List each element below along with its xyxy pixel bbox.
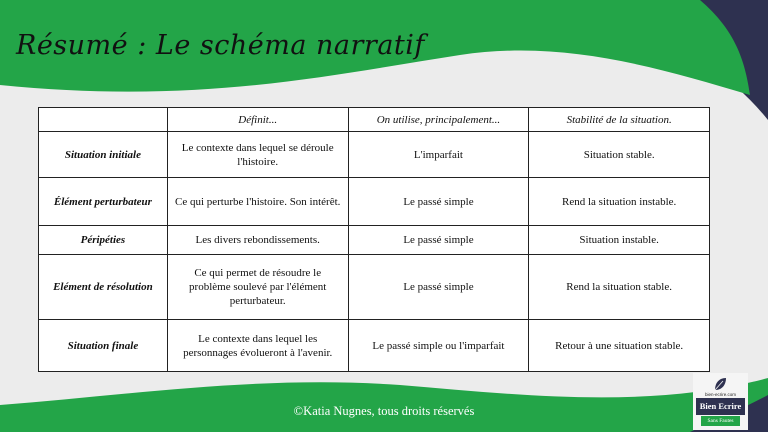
row-label: Élément perturbateur <box>39 178 168 226</box>
definition-cell: Le contexte dans lequel les personnages évolueront à l'avenir. <box>167 320 348 372</box>
row-label: Situation initiale <box>39 132 168 178</box>
header-definition: Définit... <box>167 108 348 132</box>
table-row <box>39 320 710 372</box>
row-label: Péripéties <box>39 226 168 255</box>
tense-cell: L'imparfait <box>348 132 529 178</box>
tense-cell: Le passé simple <box>348 226 529 255</box>
logo-tagline: Sans Fautes <box>701 416 740 426</box>
definition-cell: Les divers rebondissements. <box>167 226 348 255</box>
header-empty-cell <box>39 108 168 132</box>
tense-cell: Le passé simple <box>348 178 529 226</box>
definition-cell: Ce qui perturbe l'histoire. Son intérêt. <box>167 178 348 226</box>
logo-site-text: bien-ecrire.com <box>704 392 736 397</box>
narrative-schema-table <box>38 107 710 372</box>
table-row <box>39 178 710 226</box>
definition-cell: Ce qui permet de résoudre le problème soulevé par l'élément perturbateur. <box>167 255 348 320</box>
stability-cell: Retour à une situation stable. <box>529 320 710 372</box>
table-row <box>39 132 710 178</box>
header-stability: Stabilité de la situation. <box>529 108 710 132</box>
row-label: Elément de résolution <box>39 255 168 320</box>
page-title: Résumé : Le schéma narratif <box>16 30 425 61</box>
stability-cell: Situation stable. <box>529 132 710 178</box>
table-header-row <box>39 108 710 132</box>
header-tense: On utilise, principalement... <box>348 108 529 132</box>
table-row <box>39 226 710 255</box>
copyright-footer: ©Katia Nugnes, tous droits réservés <box>293 404 475 418</box>
tense-cell: Le passé simple <box>348 255 529 320</box>
definition-cell: Le contexte dans lequel se déroule l'histoire. <box>167 132 348 178</box>
table-row <box>39 255 710 320</box>
stability-cell: Rend la situation stable. <box>529 255 710 320</box>
tense-cell: Le passé simple ou l'imparfait <box>348 320 529 372</box>
logo-name: Bien Ecrire <box>696 398 745 415</box>
site-logo[interactable] <box>693 373 748 430</box>
stability-cell: Rend la situation instable. <box>529 178 710 226</box>
leaf-icon <box>712 376 728 392</box>
row-label: Situation finale <box>39 320 168 372</box>
stability-cell: Situation instable. <box>529 226 710 255</box>
